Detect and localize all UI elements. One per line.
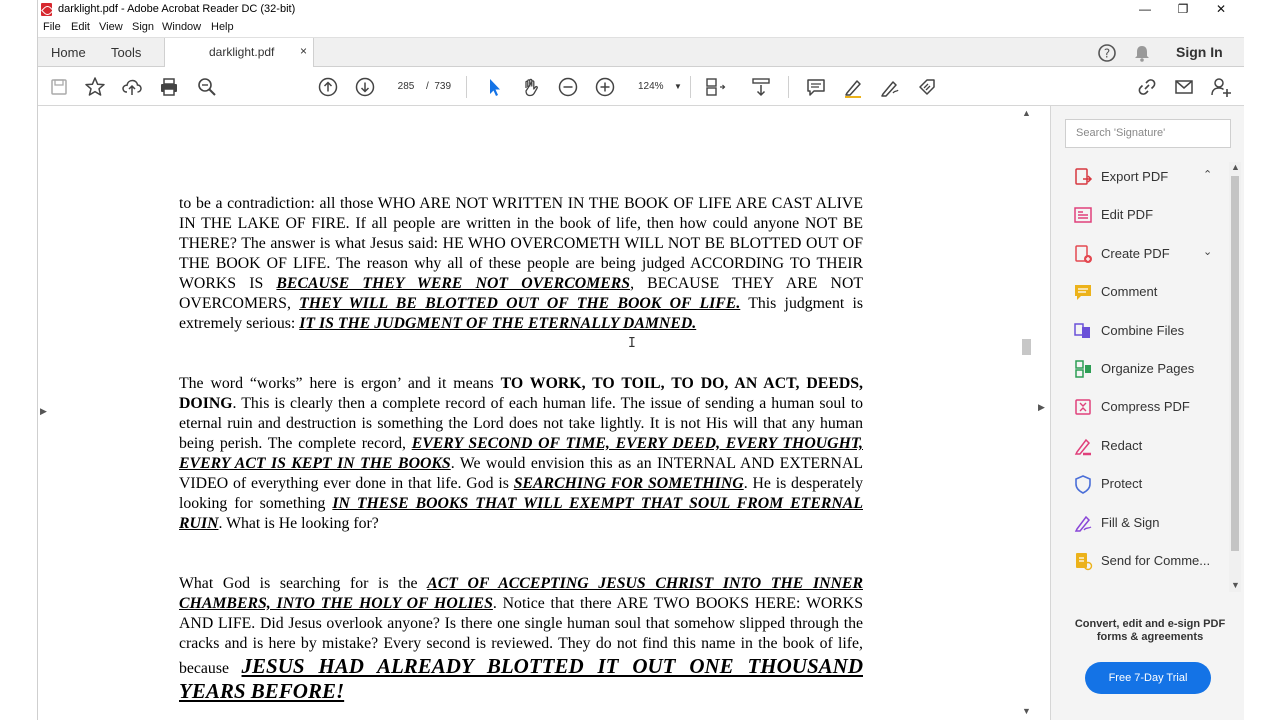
left-margin [0, 0, 37, 720]
document-viewer[interactable] [38, 106, 1050, 720]
hand-tool-icon[interactable] [520, 76, 542, 98]
paragraph-3 [179, 574, 863, 704]
scroll-up-icon[interactable]: ▲ [1022, 108, 1031, 118]
chevron-down-icon: ▼ [674, 82, 682, 91]
comment-icon[interactable] [805, 76, 827, 98]
emphasized-text: TO WORK, TO TOIL, TO DO, AN ACT, DEEDS, DOING [179, 375, 863, 412]
app-frame [37, 0, 1243, 720]
body-text: . Notice that there ARE TWO BOOKS HERE: WORKS AND LIFE. Did Jesus overlook anyone? Is there one single human soul that somehow slipped through the cracks and is here by mistake? Every second is reviewed. They do not find this name in the book of life, because [179, 595, 863, 677]
tool-label: Compress PDF [1101, 399, 1190, 415]
tool-label: Export PDF [1101, 169, 1169, 184]
bookmark-star-icon[interactable] [84, 76, 106, 98]
tool-combine-files[interactable] [1073, 317, 1233, 345]
send-for-comment-icon [1073, 551, 1093, 571]
chevron-down-icon[interactable]: ⌄ [1203, 245, 1213, 258]
body-text: . He is desperately looking for something [179, 475, 863, 512]
tools-pane [1050, 106, 1244, 720]
close-window-button[interactable]: ✕ [1215, 2, 1227, 16]
zoom-out-icon[interactable] [557, 76, 579, 98]
emphasized-text: BECAUSE THEY WERE NOT OVERCOMERS [276, 275, 631, 292]
tool-label: Combine Files [1101, 322, 1185, 338]
print-icon[interactable] [158, 76, 180, 98]
tool-label: Fill & Sign [1101, 514, 1160, 530]
tool-compress-pdf[interactable] [1073, 393, 1233, 421]
scrollbar-thumb[interactable] [1231, 176, 1239, 551]
emphasized-text: EVERY SECOND OF TIME, EVERY DEED, EVERY THOUGHT, EVERY ACT IS KEPT IN THE BOOKS [179, 435, 863, 472]
promo-text: Convert, edit and e-sign PDF forms & agreements [1074, 618, 1226, 643]
tab-bar [38, 37, 1244, 67]
page-separator: / [426, 81, 429, 92]
svg-text:?: ? [1103, 46, 1111, 61]
scroll-down-icon[interactable]: ▼ [1022, 706, 1031, 716]
toolbar-divider [788, 76, 789, 98]
page-number-input[interactable]: 285 [397, 81, 415, 92]
tools-scrollbar[interactable] [1229, 162, 1241, 592]
tool-fill-sign[interactable] [1073, 509, 1233, 537]
zoom-level-value: 124% [638, 81, 664, 92]
combine-files-icon [1073, 321, 1093, 341]
tool-protect[interactable] [1073, 470, 1233, 498]
create-pdf-icon [1073, 244, 1093, 264]
scrollbar-thumb[interactable] [1022, 339, 1031, 355]
draw-sign-icon[interactable] [879, 76, 901, 98]
body-text: , BECAUSE THEY ARE NOT OVERCOMERS, [179, 275, 863, 312]
expand-left-panel-icon[interactable]: ▶ [40, 406, 47, 416]
window-title: darklight.pdf - Adobe Acrobat Reader DC (32-bit) [58, 3, 296, 15]
restore-button[interactable]: ❐ [1177, 2, 1189, 16]
comment-icon [1073, 282, 1093, 302]
menu-help[interactable]: Help [211, 21, 234, 33]
scroll-down-icon[interactable]: ▼ [1231, 580, 1240, 590]
page-display-icon[interactable] [704, 76, 726, 98]
tool-create-pdf[interactable] [1073, 240, 1233, 268]
emphasized-text: IN THESE BOOKS THAT WILL EXEMPT THAT SOUL FROM ETERNAL RUIN [179, 495, 863, 532]
stamp-icon[interactable] [916, 76, 938, 98]
emphasized-text: ACT OF ACCEPTING JESUS CHRIST INTO THE INNER CHAMBERS, INTO THE HOLY OF HOLIES [179, 575, 863, 612]
acrobat-logo-icon [41, 3, 52, 16]
document-tab-label: darklight.pdf [209, 45, 275, 59]
body-text: What God is searching for is the [179, 575, 428, 592]
select-cursor-icon[interactable] [483, 76, 505, 98]
tool-label: Protect [1101, 476, 1143, 492]
organize-pages-icon [1073, 359, 1093, 379]
compress-pdf-icon [1073, 397, 1093, 417]
body-text: The word “works” here is ergon’ and it means [179, 375, 501, 392]
toolbar [38, 67, 1244, 106]
email-icon[interactable] [1173, 76, 1195, 98]
menu-sign[interactable]: Sign [132, 21, 155, 33]
menu-window[interactable]: Window [162, 21, 202, 33]
previous-page-icon[interactable] [317, 76, 339, 98]
toolbar-divider [690, 76, 691, 98]
notifications-bell-icon[interactable] [1132, 43, 1152, 63]
redact-icon [1073, 436, 1093, 456]
tools-search-input[interactable]: Search 'Signature' [1065, 119, 1231, 148]
tab-home[interactable]: Home [51, 45, 86, 60]
upload-cloud-icon[interactable] [121, 76, 143, 98]
tool-label: Send for Comme... [1101, 553, 1211, 568]
tool-label: Organize Pages [1101, 361, 1195, 376]
scroll-mode-icon[interactable] [750, 76, 772, 98]
minimize-button[interactable]: — [1139, 2, 1151, 16]
next-page-icon[interactable] [354, 76, 376, 98]
menu-view[interactable]: View [99, 21, 123, 33]
emphasized-text: THEY WILL BE BLOTTED OUT OF THE BOOK OF LIFE. [299, 295, 741, 312]
chevron-up-icon[interactable]: ⌃ [1203, 169, 1213, 181]
emphasized-text: IT IS THE JUDGMENT OF THE ETERNALLY DAMNED. [299, 315, 697, 332]
paragraph-1 [179, 194, 863, 334]
text-cursor-icon: I [628, 336, 636, 351]
menu-bar [38, 19, 1244, 37]
body-text: . What is He looking for? [218, 515, 379, 532]
tool-comment[interactable] [1073, 278, 1233, 306]
close-tab-button[interactable]: × [300, 44, 308, 58]
protect-icon [1073, 474, 1093, 494]
tool-organize-pages[interactable] [1073, 355, 1233, 383]
save-icon[interactable] [48, 76, 70, 98]
emphasized-text: JESUS HAD ALREADY BLOTTED IT OUT ONE THOUSAND YEARS BEFORE! [179, 654, 863, 703]
tab-document[interactable] [164, 38, 314, 67]
zoom-in-icon[interactable] [594, 76, 616, 98]
fill-sign-icon [1073, 513, 1093, 533]
highlight-pen-icon[interactable] [842, 76, 864, 98]
body-text: . This is clearly then a complete record of each human life. The issue of sending a human soul to eternal ruin and destruction is something the Lord does not take lightly. It is not His will that any human being perish. The complete record, [179, 395, 863, 452]
total-pages: 739 [434, 81, 452, 92]
menu-file[interactable]: File [43, 21, 61, 33]
body-text: This judgment is extremely serious: [179, 295, 864, 332]
left-panel-collapsed[interactable] [38, 106, 50, 720]
add-user-icon[interactable] [1210, 76, 1232, 98]
menu-edit[interactable]: Edit [71, 21, 90, 33]
zoom-level-dropdown[interactable] [628, 77, 688, 97]
export-pdf-icon [1073, 167, 1093, 187]
tool-label: Comment [1101, 284, 1158, 300]
page-total [426, 77, 451, 97]
paragraph-2 [179, 374, 863, 534]
help-icon[interactable] [1097, 43, 1117, 63]
zoom-search-icon[interactable] [196, 76, 218, 98]
scroll-up-icon[interactable]: ▲ [1231, 162, 1240, 172]
tool-redact[interactable] [1073, 432, 1233, 460]
tool-label: Edit PDF [1101, 207, 1154, 223]
tool-label: Redact [1101, 437, 1143, 453]
body-text: to be a contradiction: all those WHO ARE NOT WRITTEN IN THE BOOK OF LIFE ARE CAST ALIVE IN THE LAKE OF FIRE. If all people are written in the book of life, then how could anyone NOT BE THERE? The answer is what Jesus said: HE WHO OVERCOMETH WILL NOT BE BLOTTED OUT OF THE BOOK OF LIFE. The reason why all of these people are being judged ACCORDING TO THEIR WORKS IS [179, 195, 863, 292]
body-text: . We would envision this as an INTERNAL AND EXTERNAL VIDEO of everything ever done in that life. God is [179, 455, 864, 492]
emphasized-text: SEARCHING FOR SOMETHING [513, 475, 744, 492]
free-trial-button[interactable]: Free 7-Day Trial [1085, 662, 1211, 694]
document-scrollbar[interactable] [1020, 106, 1033, 720]
edit-pdf-icon [1073, 205, 1093, 225]
tool-export-pdf[interactable] [1073, 163, 1233, 191]
tool-edit-pdf[interactable] [1073, 201, 1233, 229]
share-link-icon[interactable] [1136, 76, 1158, 98]
toolbar-divider [466, 76, 467, 98]
tool-send-for-comment[interactable] [1073, 547, 1233, 575]
title-bar [38, 0, 1244, 19]
collapse-right-pane-icon[interactable]: ▶ [1038, 402, 1045, 412]
sign-in-link[interactable]: Sign In [1176, 44, 1223, 60]
tool-label: Create PDF [1101, 245, 1170, 261]
tab-tools[interactable]: Tools [111, 45, 142, 60]
pdf-page [50, 106, 1016, 720]
